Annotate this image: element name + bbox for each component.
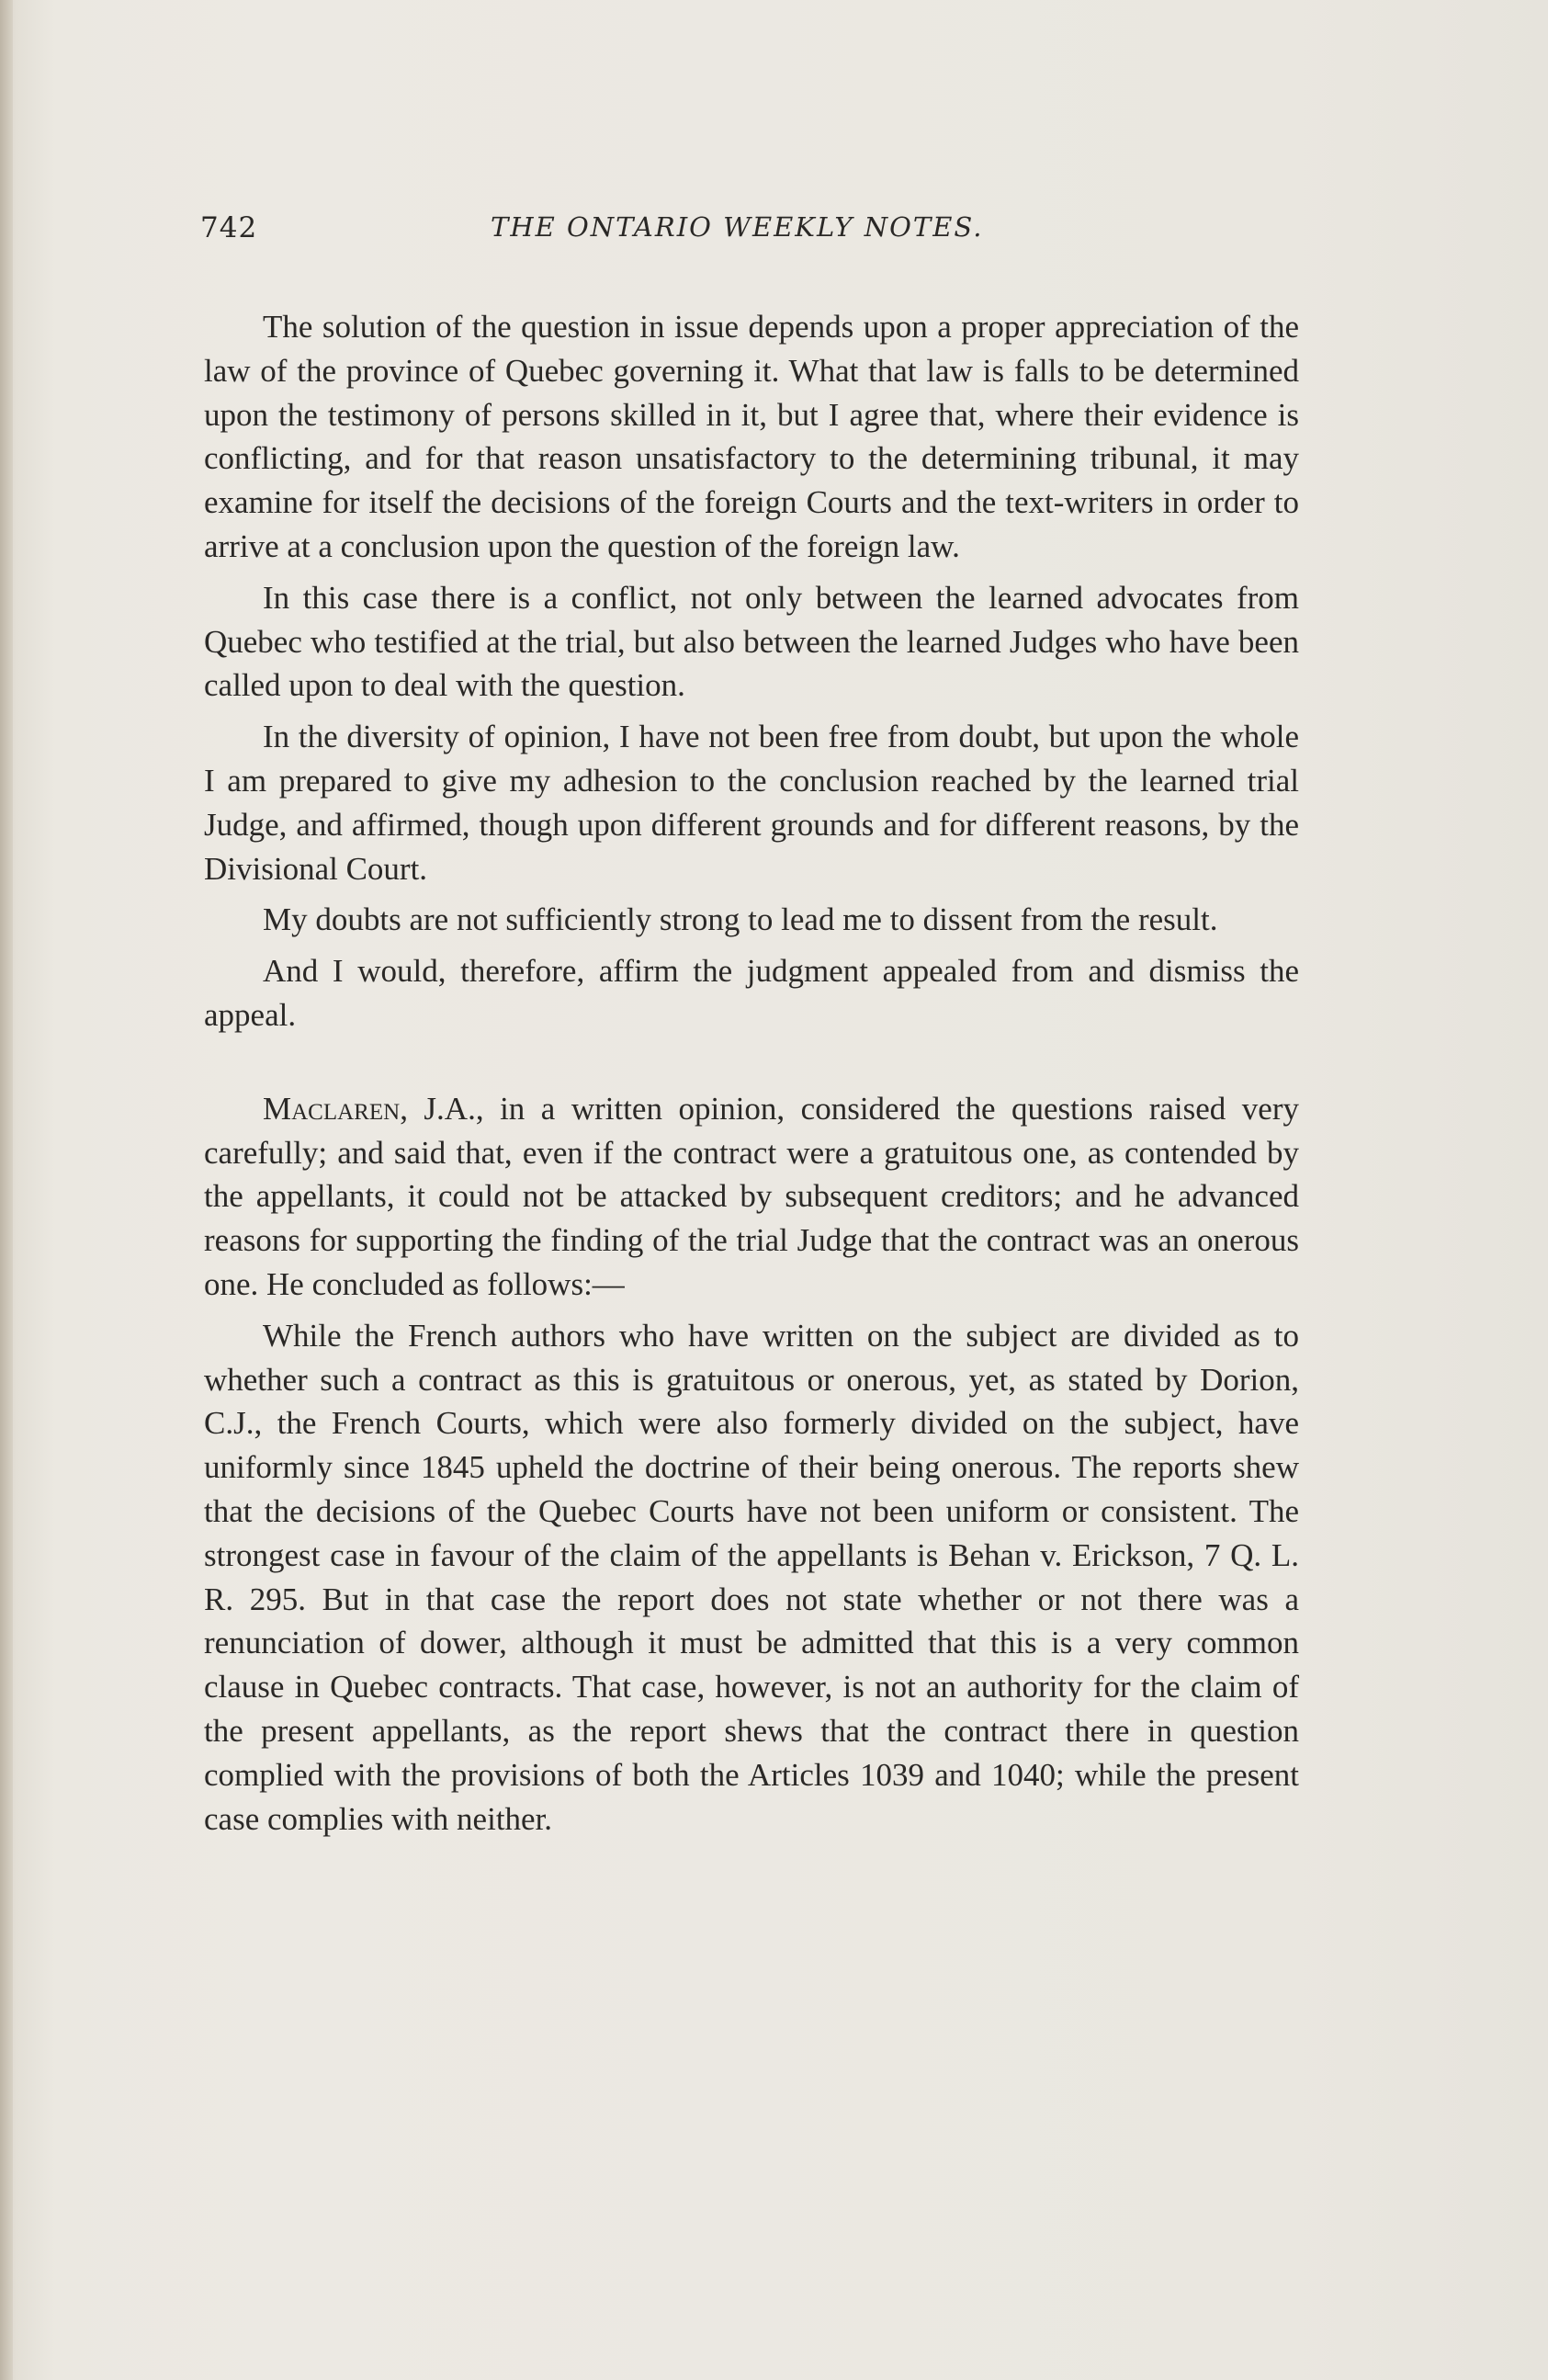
judge-opinion-text: , J.A., in a written opinion, considered the questions raised very carefully; and said that, even if the contract were a gratuitous one, as contended by the appellants, it could not be attacked by subsequent creditors; and he advanced reasons for supporting the finding of the trial Judge that the contract was an onerous one. He concluded as follows:— — [204, 1090, 1299, 1302]
paragraph: And I would, therefore, affirm the judgment appealed from and dismiss the appeal. — [204, 953, 1299, 1033]
page-binding-edge — [0, 0, 13, 2380]
judge-opinion-paragraph — [204, 1087, 1299, 1307]
paragraph: While the French authors who have written on the subject are divided as to whether such a contract as this is gratuitous or onerous, yet, as stated by Dorion, C.J., the French Courts, which were also formerly divided on the subject, have uniformly since 1845 upheld the doctrine of their being onerous. The reports shew that the decisions of the Quebec Courts have not been uniform or consistent. The strongest case in favour of the claim of the appellants is Behan v. Erickson, 7 Q. L. R. 295. But in that case the report does not state whether or not there was a renunciation of dower, although it must be admitted that this is a very common clause in Quebec contracts. That case, however, is not an authority for the claim of the present appellants, as the report shews that the contract there in question complied with the provisions of both the Articles 1039 and 1040; while the present case complies with neither. — [204, 1317, 1299, 1837]
page-number: 742 — [200, 211, 258, 244]
paragraph: My doubts are not sufficiently strong to lead me to dissent from the result. — [263, 901, 1218, 938]
paragraph: In this case there is a conflict, not only between the learned advocates from Quebec who testified at the trial, but also between the learned Judges who have been called upon to deal with the question. — [204, 579, 1299, 704]
judge-name: Maclaren — [263, 1090, 401, 1127]
page-header — [200, 211, 1339, 257]
page-body — [204, 305, 1299, 1848]
paragraph: In the diversity of opinion, I have not been free from doubt, but upon the whole I am prepared to give my adhesion to the conclusion reached by the learned trial Judge, and affirmed, though upon different grounds and for different reasons, by the Divisional Court. — [204, 719, 1299, 887]
running-title: THE ONTARIO WEEKLY NOTES. — [491, 211, 984, 243]
paragraph: The solution of the question in issue depends upon a proper appreciation of the law of the province of Quebec governing it. What that law is falls to be determined upon the testimony of persons skilled in it, but I agree that, where their evidence is conflicting, and for that reason unsatisfactory to the determining tribunal, it may examine for itself the decisions of the foreign Courts and the text-writers in order to arrive at a conclusion upon the question of the foreign law. — [204, 309, 1299, 564]
